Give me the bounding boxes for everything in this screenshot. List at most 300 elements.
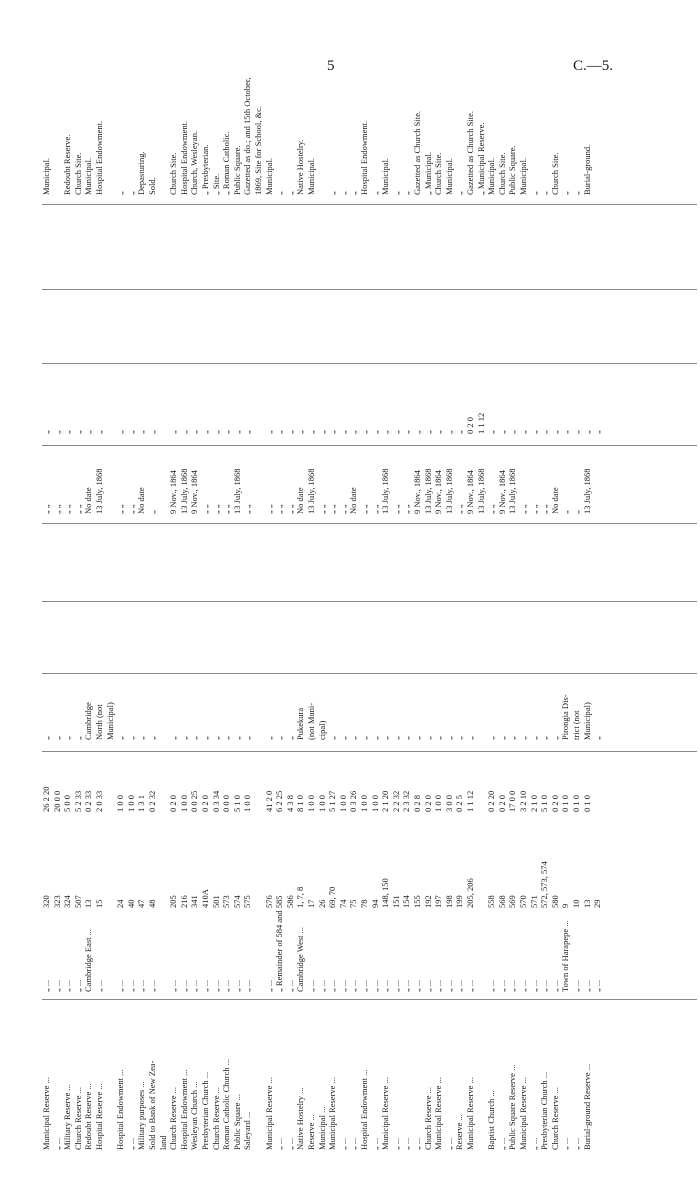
row-remarks: 1869, Site for School, &c. (253, 105, 263, 195)
row-rent: „ (306, 430, 316, 434)
table-row (540, 20, 549, 1150)
row-township: „ ... (465, 979, 475, 992)
row-rent: „ (560, 430, 571, 434)
row-nature: „ (412, 736, 422, 740)
row-remarks: Municipal. (83, 157, 94, 195)
row-lot-number: 1, 7, 8 (295, 886, 306, 908)
row-lot-number: 10 (571, 899, 581, 908)
rotated-table (42, 20, 697, 1150)
row-lot-number: 216 (178, 895, 189, 908)
table-row (434, 20, 443, 1150)
row-nature: „ (359, 736, 369, 740)
row-description: „ ... (284, 1137, 295, 1150)
table-row (190, 20, 199, 1150)
row-gazette-date: „ „ (359, 504, 369, 514)
row-township: „ ... (125, 979, 136, 992)
row-remarks: Church Site. (549, 152, 560, 195)
row-rent: „ (210, 430, 221, 434)
row-description: Reserve ... (454, 1114, 465, 1150)
row-nature: „ (210, 736, 221, 740)
table-row (371, 20, 380, 1150)
row-description: Municipal Reserve ... (518, 1077, 528, 1150)
row-nature: „ (242, 736, 253, 740)
row-description: „ ... (369, 1137, 380, 1150)
row-remarks: Hospital Endowment. (359, 120, 369, 195)
row-area: 5 1 0 (231, 795, 242, 812)
row-gazette-date: No date (549, 487, 560, 514)
row-rent: „ (528, 430, 539, 434)
row-rent: „ (549, 430, 560, 434)
row-description: „ ... (528, 1137, 539, 1150)
row-gazette-date: 13 July, 1868 (581, 468, 592, 514)
row-description: land (157, 1135, 168, 1150)
row-area: 6 2 25 (274, 790, 285, 812)
row-rent: „ (125, 430, 136, 434)
row-description: „ ... (337, 1137, 348, 1150)
row-remarks: „ (401, 191, 412, 195)
table-row (477, 20, 486, 1150)
row-description: „ ... (496, 1137, 507, 1150)
row-gazette-date: 13 July, 1868 (475, 468, 486, 514)
row-township: „ ... (62, 979, 73, 992)
row-lot-number: 198 (443, 895, 454, 908)
table-row (530, 20, 539, 1150)
row-description: „ ... (51, 1137, 62, 1150)
row-rent: „ (422, 430, 433, 434)
row-rent: „ (136, 430, 147, 434)
row-description: Reserve ... (306, 1114, 316, 1150)
row-remarks: Burial-ground. (581, 144, 592, 195)
row-area: 1 0 0 (178, 795, 189, 812)
row-lot-number: 9 (560, 903, 571, 908)
row-description: Presbyterian Church ... (539, 1071, 550, 1150)
row-rent: „ (231, 430, 242, 434)
row-lot-number: 199 (454, 895, 465, 908)
row-nature: „ (401, 736, 412, 740)
row-nature: „ (380, 736, 391, 740)
row-area: 0 3 34 (210, 790, 221, 812)
row-lot-number: 192 (422, 895, 433, 908)
row-area: 1 0 0 (337, 795, 348, 812)
row-area: 5 2 33 (72, 790, 83, 812)
row-lot-number: 410A (200, 889, 210, 908)
row-nature: „ (284, 736, 295, 740)
row-remarks: Church Site. (168, 152, 179, 195)
table-row (561, 20, 570, 1150)
row-description: „ ... (412, 1137, 422, 1150)
row-nature: Cambridge (83, 702, 94, 740)
row-description: Municipal Reserve ... (433, 1077, 444, 1150)
row-lot-number: 580 (549, 895, 560, 908)
row-rent: „ (242, 430, 253, 434)
row-rent: „ (496, 430, 507, 434)
row-description: Sold to Bank of New Zea- (147, 1060, 157, 1150)
row-nature: „ (51, 736, 62, 740)
row-nature: „ (178, 736, 189, 740)
row-remarks: Municipal. (41, 157, 51, 195)
row-lot-number: 13 (83, 899, 94, 908)
table-row (328, 20, 337, 1150)
table-row (275, 20, 284, 1150)
row-nature: „ (62, 736, 73, 740)
row-lot-number: 74 (337, 899, 348, 908)
row-nature: „ (221, 736, 232, 740)
row-lot-number: 570 (518, 895, 528, 908)
row-nature: „ (231, 736, 242, 740)
row-township: „ ... (380, 979, 391, 992)
row-area: 0 3 26 (348, 790, 359, 812)
row-township: „ ... (306, 979, 316, 992)
row-township: „ ... (147, 979, 157, 992)
row-description: „ ... (571, 1137, 581, 1150)
row-lot-number: 573 (221, 895, 232, 908)
row-gazette-date: 13 July, 1868 (94, 468, 104, 514)
row-area: 0 2 0 (496, 795, 507, 812)
row-lot-number: 154 (401, 895, 412, 908)
row-description: Hospital Endowment ... (178, 1069, 189, 1150)
row-lot-number: 24 (115, 899, 126, 908)
row-area: 2 0 33 (94, 790, 104, 812)
row-lot-number: 48 (147, 899, 157, 908)
row-description: Church Reserve ... (422, 1086, 433, 1150)
row-rent: „ (62, 430, 73, 434)
row-nature: „ (518, 736, 528, 740)
row-area: 0 2 33 (83, 790, 94, 812)
table-row (455, 20, 464, 1150)
row-nature: „ (528, 736, 539, 740)
row-lot-number: 94 (369, 899, 380, 908)
row-township: „ ... (390, 979, 401, 992)
row-rent: „ (486, 430, 497, 434)
row-remarks: Church Site. (433, 152, 444, 195)
table-row (53, 20, 62, 1150)
row-gazette-date: „ (560, 510, 571, 514)
table-row (381, 20, 390, 1150)
table-row (572, 20, 581, 1150)
row-gazette-date: „ (571, 510, 581, 514)
row-rent: „ (51, 430, 62, 434)
row-description: „ ... (390, 1137, 401, 1150)
table-row (551, 20, 560, 1150)
row-remarks: „ (348, 191, 359, 195)
row-area: 2 1 20 (380, 790, 391, 812)
row-township: „ ... (178, 979, 189, 992)
row-township: „ ... (412, 979, 422, 992)
row-rent: „ (147, 430, 157, 434)
row-lot-number: 574 (231, 895, 242, 908)
row-area: 0 0 25 (189, 790, 200, 812)
table-row (116, 20, 125, 1150)
table-row (84, 20, 93, 1150)
row-description: Hospital Endowment ... (359, 1069, 369, 1150)
row-description: Church Reserve ... (549, 1086, 560, 1150)
row-township: „ ... (41, 979, 51, 992)
row-lot-number: 569 (507, 895, 518, 908)
row-lot-number: 13 (581, 899, 592, 908)
table-row (392, 20, 401, 1150)
row-remarks: „ (274, 191, 285, 195)
row-area: 20 0 0 (51, 790, 62, 812)
row-area: 0 2 0 (549, 795, 560, 812)
row-township: „ ... (231, 979, 242, 992)
row-area: 0 2 5 (454, 795, 465, 812)
row-lot-number: 571 (528, 895, 539, 908)
row-gazette-date: „ „ (242, 504, 253, 514)
row-township: „ Remainder of 584 and 585 (274, 895, 285, 992)
row-gazette-date: „ „ (263, 504, 274, 514)
row-gazette-date: 13 July, 1868 (306, 468, 316, 514)
row-description: Wesleyan Church ... (189, 1081, 200, 1150)
table-row (413, 20, 422, 1150)
row-rent: „ (518, 430, 528, 434)
row-township: „ ... (592, 979, 603, 992)
table-row (296, 20, 305, 1150)
row-rent: „ (390, 430, 401, 434)
row-gazette-date: 13 July, 1868 (422, 468, 433, 514)
row-remarks: Church, Wesleyan. (189, 130, 200, 195)
table-row (159, 20, 168, 1150)
row-remarks: „ (571, 191, 581, 195)
row-remarks: Hospital Endowment. (94, 120, 104, 195)
row-remarks: Hospital Endowment. (178, 120, 189, 195)
row-nature: „ (72, 736, 83, 740)
row-gazette-date: „ „ (274, 504, 285, 514)
row-township: „ ... (51, 979, 62, 992)
row-rent: „ (274, 430, 285, 434)
table-row (402, 20, 411, 1150)
row-gazette-date: „ „ (41, 504, 51, 514)
row-area: 1 0 0 (359, 795, 369, 812)
row-township: „ ... (316, 979, 327, 992)
row-remarks: Gazetted as do.; and 15th October, (242, 77, 253, 195)
row-rent: „ (94, 430, 104, 434)
row-area: 2 1 0 (528, 795, 539, 812)
table-row (137, 20, 146, 1150)
row-area: 1 0 0 (242, 795, 253, 812)
row-township: Town of Harapepe ... (560, 920, 571, 992)
table-row (106, 20, 115, 1150)
row-nature: „ (369, 736, 380, 740)
row-rent: „ (369, 430, 380, 434)
row-township: „ ... (454, 979, 465, 992)
table-row (286, 20, 295, 1150)
row-description: Municipal Reserve ... (41, 1077, 51, 1150)
row-gazette-date: No date (136, 487, 147, 514)
row-remarks: „ Presbyterian. (200, 144, 210, 195)
row-description: Church Reserve ... (168, 1086, 179, 1150)
row-nature: „ (454, 736, 465, 740)
row-gazette-date: 13 July, 1868 (380, 468, 391, 514)
row-lot-number: 29 (592, 899, 603, 908)
row-township: „ ... (189, 979, 200, 992)
row-gazette-date: „ „ (454, 504, 465, 514)
row-rent: „ (507, 430, 518, 434)
row-gazette-date: „ „ (486, 504, 497, 514)
row-description: Baptist Church ... (486, 1090, 497, 1150)
row-description: Municipal Reserve ... (263, 1077, 274, 1150)
row-rent: 0 2 0 (465, 417, 475, 434)
row-remarks: „ (539, 191, 550, 195)
row-remarks: Sold. (147, 177, 157, 195)
table-row (593, 20, 602, 1150)
row-remarks: „ (115, 191, 126, 195)
row-gazette-date: 9 Nov., 1864 (412, 470, 422, 514)
row-remarks: Municipal. (486, 157, 497, 195)
row-rent: „ (454, 430, 465, 434)
row-description: „ ... (274, 1137, 285, 1150)
row-lot-number: 148, 150 (380, 878, 391, 908)
row-rent: „ (412, 430, 422, 434)
row-lot-number: 576 (263, 895, 274, 908)
row-area: 0 2 32 (147, 790, 157, 812)
row-gazette-date: 9 Nov., 1864 (189, 470, 200, 514)
row-area: 0 2 0 (422, 795, 433, 812)
row-remarks: Municipal. (263, 157, 274, 195)
row-area: 5 0 0 (62, 795, 73, 812)
row-township: „ ... (433, 979, 444, 992)
row-area: 1 0 0 (306, 795, 316, 812)
row-area: 1 0 0 (433, 795, 444, 812)
row-gazette-date: „ „ (62, 504, 73, 514)
row-gazette-date: „ „ (72, 504, 83, 514)
row-township: „ ... (337, 979, 348, 992)
row-lot-number: 320 (41, 895, 51, 908)
row-remarks: „ (369, 191, 380, 195)
row-lot-number: 155 (412, 895, 422, 908)
table-row (180, 20, 189, 1150)
row-township: „ ... (115, 979, 126, 992)
row-lot-number: 586 (284, 895, 295, 908)
table-row (360, 20, 369, 1150)
row-rent: „ (41, 430, 51, 434)
row-area: 0 1 0 (560, 795, 571, 812)
row-area: 1 0 0 (316, 795, 327, 812)
row-description: Military purposes ... (136, 1081, 147, 1150)
row-lot-number: 572, 573, 574 (539, 861, 550, 908)
row-nature: „ (136, 736, 147, 740)
row-gazette-date: 9 Nov., 1864 (433, 470, 444, 514)
row-nature: „ (125, 736, 136, 740)
row-gazette-date: 9 Nov., 1864 (496, 470, 507, 514)
row-rent: „ (284, 430, 295, 434)
row-rent: „ (221, 430, 232, 434)
row-rent: „ (115, 430, 126, 434)
row-nature: „ (422, 736, 433, 740)
row-area: 5 1 27 (327, 790, 338, 812)
row-rent: 1 1 12 (475, 412, 486, 434)
row-rent: „ (200, 430, 210, 434)
row-description: Burial-ground Reserve ... (581, 1063, 592, 1150)
row-nature: „ (486, 736, 497, 740)
table-row (148, 20, 157, 1150)
page-reference: C.—5. (573, 58, 614, 74)
table-row (519, 20, 528, 1150)
row-area: 2 3 32 (401, 790, 412, 812)
row-township: „ ... (284, 979, 295, 992)
row-township: „ ... (359, 979, 369, 992)
row-remarks: Gazetted as Church Site. (465, 110, 475, 195)
row-description: „ ... (348, 1137, 359, 1150)
row-lot-number: 205, 206 (465, 878, 475, 908)
table-row (307, 20, 316, 1150)
row-rent: „ (401, 430, 412, 434)
row-area: 1 0 0 (115, 795, 126, 812)
row-description: Church Reserve ... (72, 1086, 83, 1150)
table-row (42, 20, 51, 1150)
table-row (339, 20, 348, 1150)
row-lot-number: 205 (168, 895, 179, 908)
row-nature: „ (507, 736, 518, 740)
row-township: „ ... (549, 979, 560, 992)
row-nature: „ (147, 736, 157, 740)
row-area: 0 1 0 (581, 795, 592, 812)
row-gazette-date: „ „ (125, 504, 136, 514)
row-rent: „ (295, 430, 306, 434)
row-gazette-date: „ „ (528, 504, 539, 514)
row-nature: „ (274, 736, 285, 740)
row-nature: cipal) (316, 720, 327, 740)
row-area: 0 0 0 (221, 795, 232, 812)
row-lot-number: 69, 70 (327, 886, 338, 908)
row-township: Cambridge West ... (295, 926, 306, 992)
row-township: „ ... (401, 979, 412, 992)
row-gazette-date: No date (295, 487, 306, 514)
row-township: „ ... (348, 979, 359, 992)
row-nature: Pukekura (295, 707, 306, 740)
row-gazette-date: No date (348, 487, 359, 514)
row-rent: „ (380, 430, 391, 434)
row-gazette-date: „ „ (200, 504, 210, 514)
row-remarks: „ (337, 191, 348, 195)
row-rent: „ (168, 430, 179, 434)
row-gazette-date: No date (83, 487, 94, 514)
row-area: 0 2 0 (168, 795, 179, 812)
row-description: Public Square Reserve ... (507, 1064, 518, 1150)
table-row (265, 20, 274, 1150)
row-remarks: „ (454, 191, 465, 195)
row-township: „ ... (221, 979, 232, 992)
row-rent: „ (443, 430, 454, 434)
row-description: Municipal ... (316, 1106, 327, 1150)
row-remarks: „ Site. (210, 173, 221, 195)
table-row (222, 20, 231, 1150)
row-description: Redoubt Reserve ... (83, 1083, 94, 1150)
row-remarks: Municipal. (306, 157, 316, 195)
row-gazette-date: „ „ (284, 504, 295, 514)
row-remarks: „ (390, 191, 401, 195)
row-description: „ ... (125, 1137, 136, 1150)
row-township: „ ... (443, 979, 454, 992)
table-row (63, 20, 72, 1150)
row-township: „ ... (581, 979, 592, 992)
table-row (466, 20, 475, 1150)
row-lot-number: 40 (125, 899, 136, 908)
row-rent: „ (348, 430, 359, 434)
row-rent: „ (337, 430, 348, 434)
row-description: Presbyterian Church ... (200, 1071, 210, 1150)
row-lot-number: 501 (210, 895, 221, 908)
row-remarks: „ (560, 191, 571, 195)
row-area: 8 1 0 (295, 795, 306, 812)
page-number: 5 (327, 58, 335, 74)
row-rent: „ (592, 430, 603, 434)
row-lot-number: 558 (486, 895, 497, 908)
row-lot-number: 26 (316, 899, 327, 908)
row-description: Roman Catholic Church ... (221, 1058, 232, 1150)
row-nature: „ (443, 736, 454, 740)
row-area: 3 2 10 (518, 790, 528, 812)
row-nature: „ (115, 736, 126, 740)
